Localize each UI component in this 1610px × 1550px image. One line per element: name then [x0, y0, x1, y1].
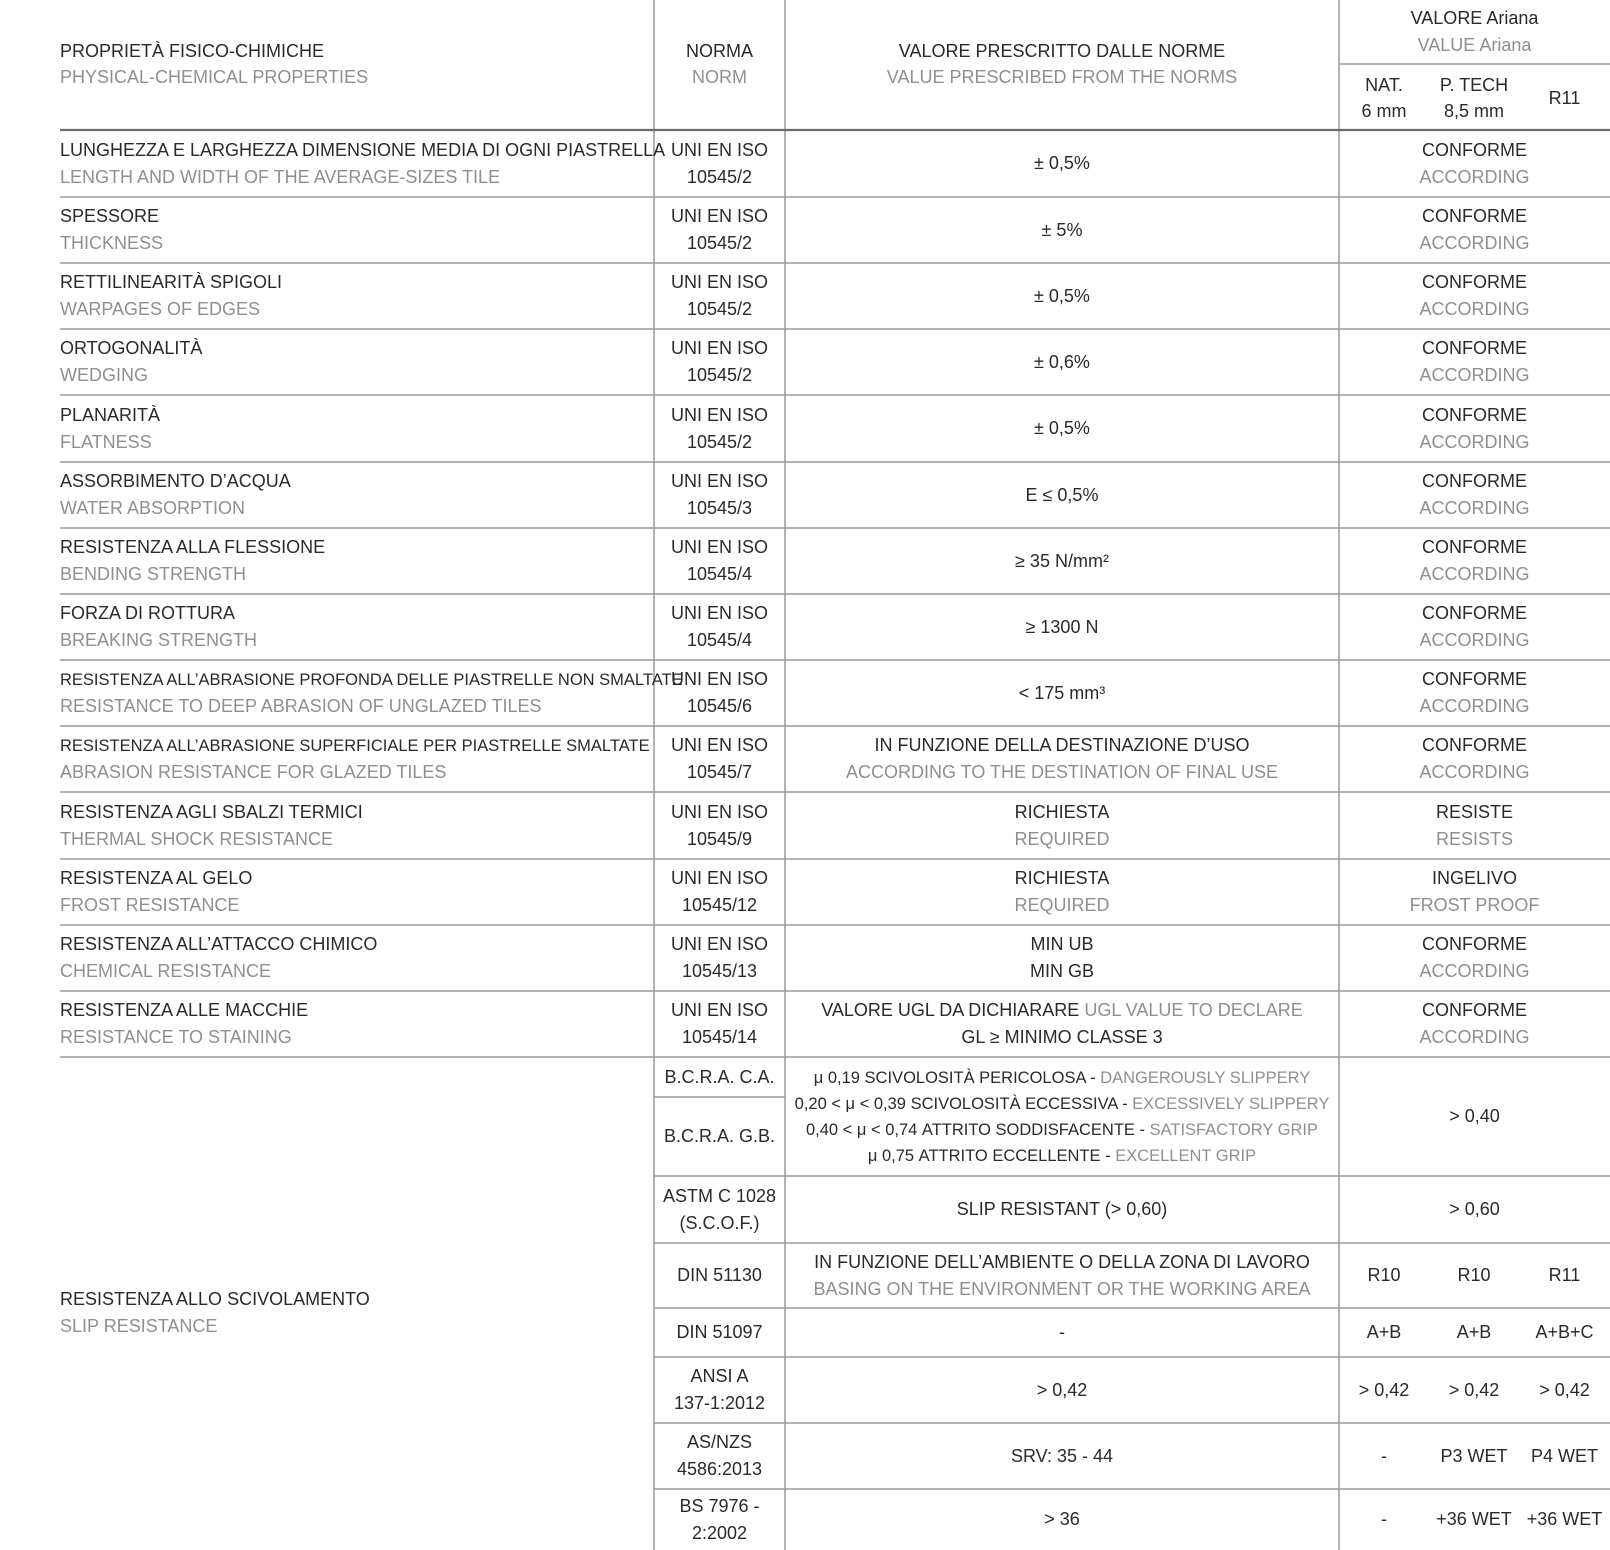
as-nzs-nat-text: -	[1381, 1445, 1387, 1466]
ansi-nat-text: > 0,42	[1358, 1379, 1410, 1400]
norm-line-2: 10545/4	[686, 630, 753, 650]
header-property-en: PHYSICAL-CHEMICAL PROPERTIES	[60, 67, 369, 87]
norm-line-1: UNI EN ISO	[670, 934, 768, 954]
prescribed-cell	[785, 660, 1339, 726]
din-51130-prescribed-it: IN FUNZIONE DELL’AMBIENTE O DELLA ZONA DI LAVORO	[814, 1251, 1310, 1272]
norm-line-1: UNI EN ISO	[670, 338, 768, 358]
header-nat-thickness: 6 mm	[1361, 101, 1407, 121]
norm-bcra-ca-text: B.C.R.A. C.A.	[664, 1066, 775, 1087]
value-cell	[1339, 991, 1610, 1057]
as-nzs-nat	[1339, 1423, 1429, 1489]
din-51097-ptech	[1429, 1308, 1519, 1357]
header-prescribed-it: VALORE PRESCRITTO DALLE NORME	[898, 41, 1226, 61]
value-en: ACCORDING	[1419, 299, 1530, 319]
norm-line-2: 10545/9	[686, 828, 753, 849]
norm-astm-line-2: (S.C.O.F.)	[679, 1212, 760, 1233]
norm-line-1: UNI EN ISO	[670, 801, 768, 822]
header-r11: R11	[1548, 88, 1581, 108]
din-51097-prescribed	[785, 1308, 1339, 1357]
header-nat-label: NAT.	[1365, 75, 1403, 95]
property-name-it: RESISTENZA AGLI SBALZI TERMICI	[60, 801, 363, 822]
property-name-it: RETTILINEARITÀ SPIGOLI	[60, 272, 283, 292]
property-name-en: ABRASION RESISTANCE FOR GLAZED TILES	[60, 761, 447, 782]
norm-bcra-ca	[654, 1057, 785, 1097]
norm-line-2: 10545/4	[686, 564, 753, 584]
astm-prescribed	[785, 1176, 1339, 1243]
property-cell	[60, 925, 654, 991]
value-cell	[1339, 395, 1610, 462]
prescribed-en: UGL VALUE TO DECLARE	[1084, 1000, 1303, 1020]
din-51130-ptech	[1429, 1243, 1519, 1308]
ansi-r11-text: > 0,42	[1539, 1379, 1590, 1400]
norm-bs-line-2: 2:2002	[691, 1522, 748, 1543]
prescribed-it: IN FUNZIONE DELLA DESTINAZIONE D’USO	[874, 735, 1250, 755]
property-name-en: WATER ABSORPTION	[60, 498, 246, 518]
bs-nat-text: -	[1381, 1509, 1387, 1529]
value-cell	[1339, 925, 1610, 991]
property-name-it: RESISTENZA ALL’ABRASIONE SUPERFICIALE PER PIASTRELLE SMALTATE	[60, 736, 650, 755]
property-name-en: RESISTANCE TO STAINING	[60, 1027, 292, 1047]
norm-ansi-line-2: 137-1:2012	[673, 1393, 766, 1413]
value-en: ACCORDING	[1419, 564, 1530, 584]
value-it: CONFORME	[1422, 1000, 1527, 1020]
property-cell	[60, 792, 654, 859]
prescribed-cell	[785, 594, 1339, 660]
property-name-en: LENGTH AND WIDTH OF THE AVERAGE-SIZES TILE	[60, 166, 501, 187]
property-cell	[60, 395, 654, 462]
value-en: ACCORDING	[1419, 365, 1530, 385]
property-cell	[60, 991, 654, 1057]
prescribed-cell	[785, 462, 1339, 528]
norm-cell	[654, 925, 785, 991]
as-nzs-ptech-text: P3 WET	[1440, 1445, 1508, 1466]
property-name-en: BREAKING STRENGTH	[60, 630, 258, 650]
ansi-ptech	[1429, 1357, 1519, 1423]
norm-line-1: UNI EN ISO	[670, 868, 768, 888]
norm-line-2: 10545/14	[681, 1027, 758, 1047]
value-cell	[1339, 726, 1610, 792]
norm-cell	[654, 528, 785, 594]
norm-line-1: UNI EN ISO	[670, 1000, 768, 1020]
norm-cell	[654, 329, 785, 395]
value-it: INGELIVO	[1431, 868, 1518, 888]
bs-ptech-text: +36 WET	[1436, 1509, 1512, 1529]
ansi-nat	[1339, 1357, 1429, 1423]
din-51130-prescribed-en: BASING ON THE ENVIRONMENT OR THE WORKING AREA	[813, 1278, 1311, 1299]
norm-as-nzs	[654, 1423, 785, 1489]
property-name-en: RESISTANCE TO DEEP ABRASION OF UNGLAZED TILES	[60, 695, 542, 716]
prescribed-it: VALORE UGL DA DICHIARARE	[821, 1000, 1080, 1020]
value-it: CONFORME	[1422, 139, 1527, 160]
property-name-it: RESISTENZA AL GELO	[60, 868, 253, 888]
norm-din-51097-text: DIN 51097	[676, 1322, 763, 1342]
header-value-en: VALUE Ariana	[1417, 35, 1532, 55]
norm-cell	[654, 660, 785, 726]
bs-prescribed	[785, 1489, 1339, 1550]
norm-bs-line-1: BS 7976 -	[679, 1495, 760, 1516]
norm-din-51130	[654, 1243, 785, 1308]
din-51130-r11	[1519, 1243, 1610, 1308]
property-cell	[60, 462, 654, 528]
value-cell	[1339, 462, 1610, 528]
prescribed-en: REQUIRED	[1014, 895, 1110, 915]
value-en: ACCORDING	[1419, 1027, 1530, 1047]
din-51097-nat	[1339, 1308, 1429, 1357]
ansi-prescribed-text: > 0,42	[1036, 1379, 1088, 1400]
property-name-en: THICKNESS	[60, 233, 164, 253]
property-cell	[60, 859, 654, 925]
norm-cell	[654, 263, 785, 329]
prescribed-value: ± 0,5%	[1034, 153, 1090, 173]
property-name-it: LUNGHEZZA E LARGHEZZA DIMENSIONE MEDIA DI OGNI PIASTRELLA	[60, 139, 666, 160]
property-cell	[60, 329, 654, 395]
norm-line-2: 10545/12	[681, 895, 758, 915]
bs-r11	[1519, 1489, 1610, 1550]
norm-astm-line-1: ASTM C 1028	[662, 1185, 777, 1206]
ansi-r11	[1519, 1357, 1610, 1423]
property-cell	[60, 660, 683, 726]
norm-astm	[654, 1176, 785, 1243]
norm-line-1: UNI EN ISO	[670, 139, 768, 160]
bcra-line-4: μ 0,75 ATTRITO ECCELLENTE - EXCELLENT GRIP	[867, 1146, 1257, 1165]
prescribed-value: < 175 mm³	[1018, 682, 1106, 703]
property-name-en: BENDING STRENGTH	[60, 564, 247, 584]
value-it: RESISTE	[1435, 801, 1514, 822]
prescribed-cell	[785, 329, 1339, 395]
value-it: CONFORME	[1422, 735, 1527, 755]
norm-din-51130-text: DIN 51130	[677, 1265, 762, 1285]
prescribed-value: E ≤ 0,5%	[1025, 484, 1099, 505]
din-51097-r11	[1519, 1308, 1610, 1357]
norm-line-2: 10545/2	[686, 166, 753, 187]
prescribed-cell	[785, 395, 1339, 462]
din-51130-ptech-text: R10	[1457, 1265, 1491, 1285]
prescribed-en: ACCORDING TO THE DESTINATION OF FINAL USE	[845, 762, 1279, 782]
value-en: FROST PROOF	[1409, 895, 1540, 915]
prescribed-cell	[785, 130, 1339, 197]
header-ptech	[1429, 72, 1519, 124]
norm-line-2: 10545/13	[681, 961, 758, 981]
value-it: CONFORME	[1422, 934, 1527, 954]
header-prescribed-en: VALUE PRESCRIBED FROM THE NORMS	[886, 67, 1238, 87]
prescribed-line-2: GL ≥ MINIMO CLASSE 3	[961, 1027, 1163, 1047]
norm-cell	[654, 197, 785, 263]
norm-as-nzs-line-2: 4586:2013	[676, 1459, 763, 1479]
norm-cell	[654, 395, 785, 462]
bcra-line-1: μ 0,19 SCIVOLOSITÀ PERICOLOSA - DANGEROUSLY SLIPPERY	[813, 1068, 1311, 1087]
slip-label	[60, 1057, 654, 1550]
property-cell	[60, 197, 654, 263]
value-en: ACCORDING	[1419, 431, 1530, 452]
din-51130-prescribed	[785, 1243, 1339, 1308]
norm-line-2: 10545/7	[686, 762, 753, 782]
prescribed-it: RICHIESTA	[1014, 801, 1110, 822]
prescribed-en: REQUIRED	[1014, 828, 1110, 849]
value-it: CONFORME	[1422, 404, 1527, 425]
bcra-value	[1339, 1057, 1610, 1176]
property-name-en: WARPAGES OF EDGES	[60, 299, 261, 319]
prescribed-value: ± 0,5%	[1034, 285, 1090, 306]
norm-line-1: UNI EN ISO	[670, 735, 768, 755]
header-norm-en: NORM	[692, 67, 747, 87]
norm-line-2: 10545/2	[686, 365, 753, 385]
as-nzs-prescribed	[785, 1423, 1339, 1489]
norm-ansi	[654, 1357, 785, 1423]
value-en: ACCORDING	[1419, 630, 1530, 650]
din-51097-ptech-text: A+B	[1456, 1322, 1492, 1342]
norm-line-2: 10545/2	[686, 299, 753, 319]
bs-nat	[1339, 1489, 1429, 1550]
property-cell	[60, 726, 654, 792]
norm-cell	[654, 859, 785, 925]
value-it: CONFORME	[1422, 669, 1527, 689]
norm-line-1: UNI EN ISO	[670, 537, 768, 557]
norm-ansi-line-1: ANSI A	[690, 1366, 749, 1386]
property-name-it: RESISTENZA ALL’ATTACCO CHIMICO	[60, 934, 378, 954]
header-property-it: PROPRIETÀ FISICO-CHIMICHE	[60, 41, 325, 61]
norm-line-1: UNI EN ISO	[670, 206, 768, 226]
header-nat	[1339, 72, 1429, 124]
value-en: ACCORDING	[1419, 762, 1530, 782]
prescribed-cell	[785, 726, 1339, 792]
prescribed-value: ≥ 35 N/mm²	[1015, 550, 1109, 571]
header-ptech-label: P. TECH	[1439, 75, 1509, 95]
value-cell	[1339, 329, 1610, 395]
din-51097-nat-text: A+B	[1366, 1322, 1402, 1342]
value-it: CONFORME	[1422, 603, 1527, 623]
property-name-it: RESISTENZA ALL’ABRASIONE PROFONDA DELLE PIASTRELLE NON SMALTATE	[60, 670, 683, 689]
norm-line-1: UNI EN ISO	[670, 404, 768, 425]
property-name-en: THERMAL SHOCK RESISTANCE	[60, 828, 334, 849]
norm-line-2: 10545/6	[686, 696, 753, 716]
norm-cell	[654, 991, 785, 1057]
property-cell	[60, 528, 654, 594]
value-en: ACCORDING	[1419, 696, 1530, 716]
bs-ptech	[1429, 1489, 1519, 1550]
norm-bcra-gb-text: B.C.R.A. G.B.	[663, 1126, 776, 1146]
value-cell	[1339, 197, 1610, 263]
prescribed-value: ± 5%	[1041, 219, 1083, 240]
value-cell	[1339, 594, 1610, 660]
value-en: ACCORDING	[1419, 166, 1530, 187]
value-en: RESISTS	[1435, 828, 1514, 849]
value-it: CONFORME	[1422, 537, 1527, 557]
header-ptech-thickness: 8,5 mm	[1443, 101, 1504, 121]
norm-line-1: UNI EN ISO	[670, 603, 768, 623]
prescribed-cell	[785, 925, 1339, 991]
astm-prescribed-text: SLIP RESISTANT (> 0,60)	[956, 1199, 1168, 1219]
prescribed-cell	[785, 859, 1339, 925]
as-nzs-r11	[1519, 1423, 1610, 1489]
as-nzs-r11-text: P4 WET	[1530, 1445, 1598, 1466]
norm-din-51097	[654, 1308, 785, 1357]
norm-line-2: 10545/2	[686, 233, 753, 253]
value-it: CONFORME	[1422, 471, 1527, 491]
norm-cell	[654, 594, 785, 660]
value-cell	[1339, 660, 1610, 726]
prescribed-value-b: MIN GB	[1029, 961, 1094, 981]
prescribed-value: ± 0,5%	[1034, 418, 1090, 438]
bcra-prescribed	[785, 1057, 1339, 1176]
value-en: ACCORDING	[1419, 961, 1530, 981]
norm-cell	[654, 130, 785, 197]
prescribed-value: ± 0,6%	[1034, 351, 1090, 372]
norm-line-1: UNI EN ISO	[670, 272, 768, 292]
prescribed-cell	[785, 528, 1339, 594]
prescribed-it: RICHIESTA	[1014, 868, 1110, 888]
astm-value	[1339, 1176, 1610, 1243]
din-51130-nat-text: R10	[1367, 1265, 1401, 1285]
property-name-it: RESISTENZA ALLA FLESSIONE	[60, 537, 326, 557]
property-cell	[60, 130, 666, 197]
bcra-line-2: 0,20 < μ < 0,39 SCIVOLOSITÀ ECCESSIVA - EXCESSIVELY SLIPPERY	[794, 1094, 1330, 1113]
value-cell	[1339, 130, 1610, 197]
slip-label-en: SLIP RESISTANCE	[60, 1315, 218, 1336]
prescribed-cell	[785, 263, 1339, 329]
norm-line-2: 10545/2	[686, 431, 753, 452]
as-nzs-prescribed-text: SRV: 35 - 44	[1010, 1445, 1114, 1466]
property-name-it: PLANARITÀ	[60, 404, 161, 425]
value-en: ACCORDING	[1419, 498, 1530, 518]
value-cell	[1339, 528, 1610, 594]
norm-cell	[654, 462, 785, 528]
din-51130-nat	[1339, 1243, 1429, 1308]
prescribed-cell	[785, 792, 1339, 859]
bcra-line-3: 0,40 < μ < 0,74 ATTRITO SODDISFACENTE - SATISFACTORY GRIP	[805, 1120, 1318, 1139]
header-value-it: VALORE Ariana	[1410, 8, 1539, 28]
bs-r11-text: +36 WET	[1526, 1509, 1603, 1529]
prescribed-cell	[785, 197, 1339, 263]
prescribed-value: ≥ 1300 N	[1025, 616, 1099, 637]
norm-bs	[654, 1489, 785, 1550]
value-cell	[1339, 859, 1610, 925]
norm-line-1: UNI EN ISO	[670, 471, 768, 491]
property-name-it: RESISTENZA ALLE MACCHIE	[60, 1000, 309, 1020]
bs-prescribed-text: > 36	[1044, 1509, 1080, 1529]
norm-bcra-gb	[654, 1097, 785, 1176]
value-it: CONFORME	[1422, 272, 1527, 292]
value-cell	[1339, 792, 1610, 859]
norm-cell	[654, 792, 785, 859]
ansi-ptech-text: > 0,42	[1448, 1379, 1500, 1400]
ansi-prescribed	[785, 1357, 1339, 1423]
property-name-en: WEDGING	[60, 365, 148, 385]
prescribed-value-a: MIN UB	[1030, 934, 1094, 954]
property-name-it: SPESSORE	[60, 206, 160, 226]
property-name-en: CHEMICAL RESISTANCE	[60, 961, 272, 981]
bcra-value-text: > 0,40	[1449, 1106, 1500, 1126]
norm-line-2: 10545/3	[686, 498, 753, 518]
value-cell	[1339, 263, 1610, 329]
slip-label-it: RESISTENZA ALLO SCIVOLAMENTO	[60, 1288, 370, 1309]
property-name-it: ORTOGONALITÀ	[60, 338, 203, 358]
din-51097-r11-text: A+B+C	[1535, 1322, 1594, 1342]
value-it: CONFORME	[1422, 206, 1527, 226]
as-nzs-ptech	[1429, 1423, 1519, 1489]
astm-value-text: > 0,60	[1449, 1199, 1500, 1219]
property-cell	[60, 594, 654, 660]
property-name-it: FORZA DI ROTTURA	[60, 603, 235, 623]
property-cell	[60, 263, 654, 329]
norm-cell	[654, 726, 785, 792]
norm-as-nzs-line-1: AS/NZS	[686, 1432, 752, 1452]
value-it: CONFORME	[1422, 338, 1527, 358]
prescribed-line-1	[821, 997, 1303, 1024]
header-norm-it: NORMA	[686, 41, 753, 61]
property-name-en: FROST RESISTANCE	[60, 895, 240, 915]
property-name-en: FLATNESS	[60, 431, 152, 452]
din-51097-prescribed-text: -	[1059, 1322, 1065, 1342]
din-51130-r11-text: R11	[1548, 1265, 1581, 1285]
prescribed-cell	[785, 991, 1339, 1057]
value-en: ACCORDING	[1419, 233, 1530, 253]
property-name-it: ASSORBIMENTO D’ACQUA	[60, 471, 291, 491]
norm-line-1: UNI EN ISO	[670, 669, 768, 689]
